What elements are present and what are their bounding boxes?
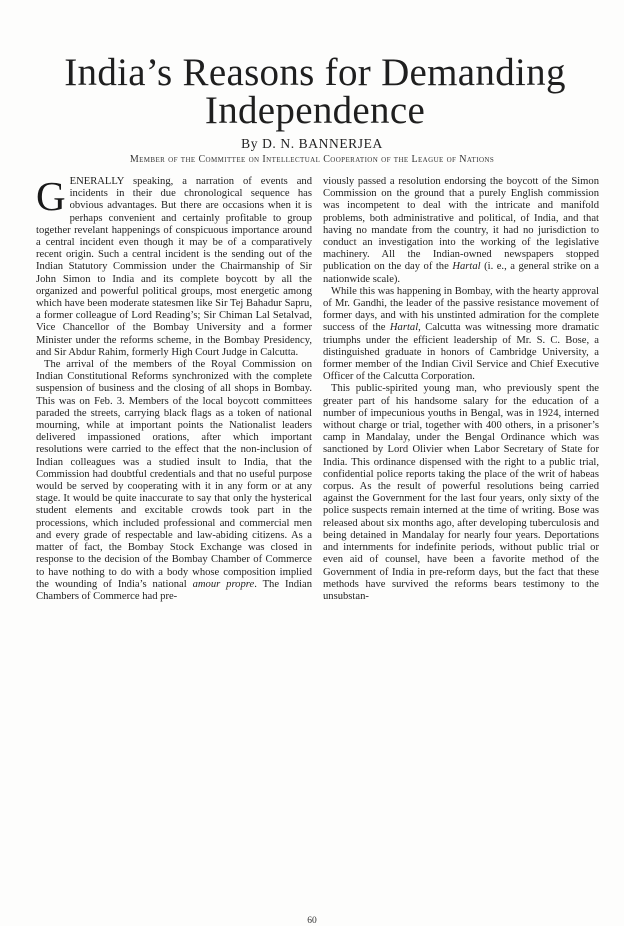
italic-phrase: amour propre [192,578,255,590]
author-byline: By D. N. BANNERJEA [241,136,383,151]
paragraph-text: viously passed a resolution endorsing the boycott of the Simon Commission on the ground that a purely English commission was incompetent to deal with the intricate and manifold problems, both administrative and political, of India, and that having no mandate from the country, it had no jurisdiction to conduct an investigation into the working of the legislative machinery. All the Indian-owned newspapers stopped publication on the day of the [323,176,599,273]
paragraph-text: , Calcutta was witnessing more dramatic triumphs under the efficient leadership of Mr. S. C. Bose, a distinguished graduate in honors of Cambridge University, a former member of the Indian Civil Service and Chief Executive Officer of the Calcutta Corporation. [323,322,599,383]
paragraph [323,176,599,286]
italic-phrase: Hartal [452,261,481,273]
text-column-left [36,176,312,914]
author-affiliation: Member of the Committee on Intellectual Cooperation of the League of Nations [129,154,495,165]
page-number: 60 [307,916,317,926]
italic-phrase: Hartal [389,322,419,334]
paragraph-text: While this was happening in Bombay, with the hearty approval of Mr. Gandhi, the leader of the passive resistance movement of former days, and with his unstinted admiration for the complete success of the [323,285,599,334]
article-title-line-2: Independence [204,89,426,132]
article-title-line-1: India’s Reasons for Demanding [64,51,566,94]
text-column-right [323,176,599,914]
paragraph-text: ENERALLY speaking, a narration of events and incidents in their due chronological sequence has obvious advantages. But there are occasions when it is perhaps convenient and certainly profitable to group together revelant happenings of conspicuous importance around a central incident even though it may be of a comparatively recent origin. Such a central incident is the sending out of the Indian Statutory Commission under the Chairmanship of Sir John Simon to India and its complete boycott by all the organized and powerful political groups, most energetic among which have been moderate statesmen like Sir Tej Bahadur Sapru, a former colleague of Lord Reading’s; Sir Chiman Lal Setalvad, Vice Chancellor of the Bombay University and a former Minister under the reforms scheme, in the Bombay Presidency, and Sir Abdur Rahim, formerly High Court Judge in Calcutta. [36,176,312,358]
paragraph [323,286,599,384]
paragraph: This public-spirited young man, who previously spent the greater part of his handsome salary for the education of a number of impecunious youths in Bengal, was in 1924, interned without charge or trial, together with 400 others, in a prisoner’s camp in Mandalay, under the Bengal Ordinance which was sanctioned by Lord Olivier when Labor Secretary of State for India. This ordinance dispensed with the right to a public trial, confidential police reports taking the place of the writ of habeas corpus. As the result of powerful resolutions being carried against the Government for the last four years, only sixty of the police suspects remain interned at the time of writing. Bose was released about six months ago, after developing tuberculosis and being detained in Mandalay for nearly four years. Deportations and internments for indefinite periods, without public trial or even aid of counsel, have been a favorite method of the Government of India in pre-reform days, but the fact that these methods have survived the reforms bears testimony to the unsubstan- [323,383,599,602]
paragraph-text: (i. e., a general strike on a nationwide scale). [323,261,599,285]
paragraph [36,176,312,359]
drop-cap: G [36,176,66,219]
paragraph-text: . The Indian Chambers of Commerce had pre- [36,578,312,602]
paragraph [36,359,312,603]
paragraph-text: The arrival of the members of the Royal Commission on Indian Constitutional Reforms synchronized with the complete suspension of business and the closing of all shops in Bombay. This was on Feb. 3. Members of the local boycott committees paraded the streets, carrying black flags as a token of national mourning, while at important points the Nationalist leaders delivered impassioned orations, after which important resolutions were carried to the effect that the non-inclusion of Indian colleagues was a studied insult to India, that the Commission had doubtful credentials and that no useful purpose would be served by cooperating with it in any form or at any stage. It would be quite inaccurate to say that only the hysterical student elements and excitable crowds took part in the processions, which included professional and commercial men and every grade of respectable and law-abiding citizens. As a matter of fact, the Bombay Stock Exchange was closed in response to the decision of the Bombay Chamber of Commerce to have nothing to do with a body whose composition implied the wounding of India’s national [36,359,312,590]
